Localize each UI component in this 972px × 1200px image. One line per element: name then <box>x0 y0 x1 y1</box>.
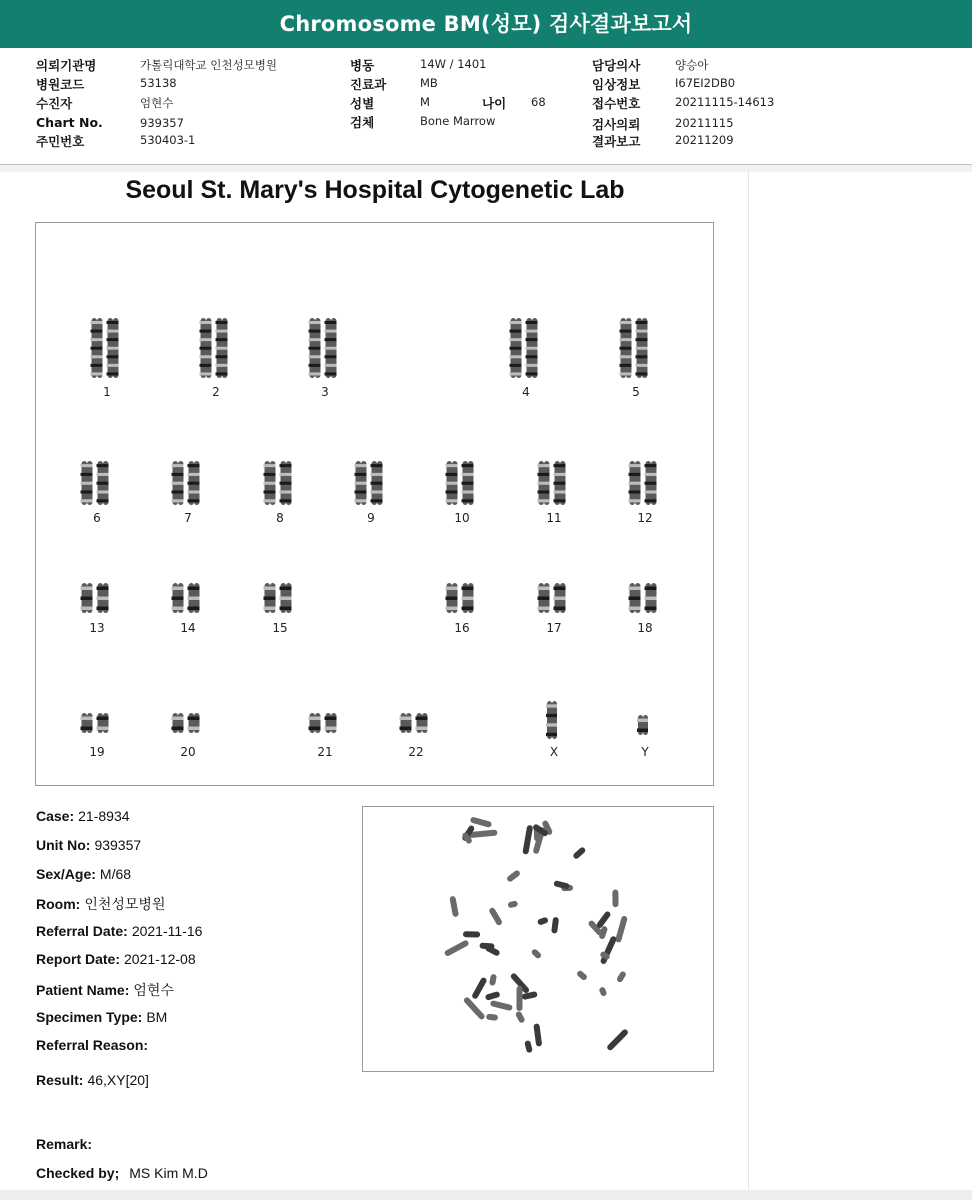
chromosome-image <box>526 701 582 739</box>
detail-row <box>36 1009 167 1025</box>
chromosome-label: 6 <box>93 511 101 525</box>
detail-value: 인천성모병원 <box>84 896 166 912</box>
metaphase-chromosome <box>522 825 533 855</box>
header-label: 검체 <box>350 115 375 130</box>
header-value: I67EI2DB0 <box>675 76 736 90</box>
detail-value: 21-8934 <box>78 808 130 824</box>
chromosome-label: 7 <box>184 511 192 525</box>
window-title: Chromosome BM(성모) 검사결과보고서 <box>279 12 693 36</box>
header-value: 20211209 <box>675 133 734 147</box>
metaphase-chromosome <box>533 1023 542 1047</box>
metaphase-chromosome <box>471 977 488 1000</box>
metaphase-chromosome <box>521 991 537 1000</box>
metaphase-chromosome <box>490 1000 513 1011</box>
chromosome-label: X <box>549 745 559 759</box>
chromosome-label: 2 <box>212 385 220 399</box>
metaphase-chromosome <box>449 896 459 918</box>
header-value: 20211115 <box>675 116 734 130</box>
separator-band <box>0 165 972 172</box>
chromosome-image <box>608 318 664 378</box>
header-value: 20211115-14613 <box>675 95 775 109</box>
detail-label: Referral Reason: <box>36 1037 149 1053</box>
detail-value: M/68 <box>99 866 132 882</box>
chromosome-image <box>617 715 673 735</box>
chromosome-image <box>388 713 444 733</box>
chromosome-image <box>617 461 673 505</box>
chromosome-image <box>434 583 490 613</box>
metaphase-chromosome <box>486 1014 498 1021</box>
header-label: 수진자 <box>36 96 73 111</box>
metaphase-chromosome <box>615 915 628 943</box>
header-value: 939357 <box>140 116 184 130</box>
chromosome-image <box>343 461 399 505</box>
chromosome-label: 17 <box>546 621 562 635</box>
chromosome-label: 3 <box>321 385 329 399</box>
detail-row <box>36 1165 208 1181</box>
metaphase-chromosome <box>479 943 494 950</box>
detail-row <box>36 980 174 1000</box>
lab-title: Seoul St. Mary's Hospital Cytogenetic Lab <box>125 176 625 204</box>
chromosome-image <box>69 583 125 613</box>
header-label: 병동 <box>350 58 375 73</box>
metaphase-chromosome <box>463 996 486 1021</box>
header-label: 성별 <box>350 96 375 111</box>
detail-row <box>36 951 196 967</box>
metaphase-chromosome <box>515 1010 526 1023</box>
header-label: 의뢰기관명 <box>36 58 97 73</box>
chromosome-image <box>617 583 673 613</box>
detail-label: Remark: <box>36 1136 93 1152</box>
chromosome-image <box>69 461 125 505</box>
chromosome-image <box>160 461 216 505</box>
chromosome-image <box>498 318 554 378</box>
metaphase-chromosome <box>612 890 618 908</box>
detail-value: 엄현수 <box>133 982 174 998</box>
detail-row <box>36 808 130 824</box>
chromosome-label: 15 <box>272 621 288 635</box>
detail-value: BM <box>146 1009 168 1025</box>
blank-side-pane <box>749 172 972 1194</box>
header-label: 임상정보 <box>592 77 641 92</box>
chromosome-label: Y <box>641 745 649 759</box>
detail-label: Report Date: <box>36 951 121 967</box>
chromosome-image <box>526 583 582 613</box>
detail-row <box>36 894 165 914</box>
header-label: Chart No. <box>36 115 103 130</box>
detail-label: Unit No: <box>36 837 91 853</box>
detail-value: 2021-12-08 <box>124 951 196 967</box>
chromosome-image <box>297 318 353 378</box>
metaphase-chromosome <box>516 986 522 1011</box>
patient-header <box>0 48 972 165</box>
header-label: 병원코드 <box>36 77 85 92</box>
metaphase-chromosome <box>596 910 612 929</box>
chromosome-image <box>297 713 353 733</box>
header-value: Bone Marrow <box>420 114 496 128</box>
chromosome-label: 12 <box>637 511 653 525</box>
metaphase-chromosome <box>598 986 607 997</box>
metaphase-chromosome <box>485 991 501 1001</box>
header-value: 양승아 <box>675 58 709 72</box>
detail-label: Sex/Age: <box>36 866 96 882</box>
chromosome-label: 5 <box>632 385 640 399</box>
chromosome-label: 13 <box>89 621 105 635</box>
header-label: 검사의뢰 <box>592 117 641 132</box>
chromosome-image <box>69 713 125 733</box>
header-value: 14W / 1401 <box>420 57 487 71</box>
header-value: MB <box>420 76 438 90</box>
metaphase-chromosome <box>606 1028 629 1051</box>
metaphase-chromosome <box>616 970 627 983</box>
detail-row <box>36 837 141 853</box>
detail-label: Result: <box>36 1072 84 1088</box>
detail-value: 2021-11-16 <box>131 923 203 939</box>
chromosome-image <box>188 318 244 378</box>
karyotype-panel <box>35 222 714 786</box>
chromosome-label: 1 <box>103 385 111 399</box>
chromosome-label: 22 <box>408 745 424 759</box>
chromosome-label: 14 <box>180 621 196 635</box>
header-label: 결과보고 <box>592 134 641 149</box>
chromosome-label: 11 <box>546 511 562 525</box>
header-value: M <box>420 95 430 109</box>
header-label: 담당의사 <box>592 58 641 73</box>
detail-row <box>36 923 202 939</box>
chromosome-image <box>252 461 308 505</box>
metaphase-chromosome <box>576 970 588 982</box>
metaphase-chromosome <box>506 869 521 883</box>
detail-value: 46,XY[20] <box>87 1072 149 1088</box>
detail-value: 939357 <box>94 837 142 853</box>
metaphase-chromosome <box>524 1040 533 1053</box>
metaphase-chromosome <box>600 935 618 965</box>
header-value: 엄현수 <box>140 96 174 110</box>
detail-label: Specimen Type: <box>36 1009 143 1025</box>
chromosome-label: 20 <box>180 745 196 759</box>
detail-value: MS Kim M.D <box>129 1165 208 1181</box>
report-title-bar <box>0 0 972 48</box>
detail-label: Checked by; <box>36 1165 120 1181</box>
detail-label: Case: <box>36 808 75 824</box>
chromosome-label: 4 <box>522 385 530 399</box>
chromosome-label: 8 <box>276 511 284 525</box>
chromosome-image <box>160 583 216 613</box>
metaphase-spread-image <box>362 806 714 1072</box>
chromosome-image <box>434 461 490 505</box>
chromosome-label: 16 <box>454 621 470 635</box>
chromosome-label: 10 <box>454 511 470 525</box>
bottom-band <box>0 1190 972 1200</box>
detail-row <box>36 1072 149 1088</box>
detail-label: Patient Name: <box>36 982 130 998</box>
metaphase-chromosome <box>537 917 549 926</box>
chromosome-image <box>160 713 216 733</box>
chromosome-image <box>526 461 582 505</box>
header-label: 나이 <box>482 96 507 111</box>
detail-row <box>36 1037 152 1053</box>
detail-row <box>36 1136 96 1152</box>
chromosome-label: 9 <box>367 511 375 525</box>
metaphase-chromosome <box>444 939 470 957</box>
header-value: 가톨릭대학교 인천성모병원 <box>140 58 277 72</box>
header-label: 주민번호 <box>36 134 85 149</box>
metaphase-chromosome <box>489 974 497 986</box>
header-value: 68 <box>531 95 546 109</box>
header-value: 530403-1 <box>140 133 196 147</box>
metaphase-chromosome <box>463 931 480 937</box>
detail-label: Referral Date: <box>36 923 128 939</box>
header-label: 접수번호 <box>592 96 641 111</box>
metaphase-chromosome <box>572 846 586 860</box>
metaphase-chromosome <box>507 900 518 908</box>
chromosome-label: 18 <box>637 621 653 635</box>
metaphase-chromosome <box>551 917 559 934</box>
metaphase-image <box>363 807 713 1071</box>
header-label: 진료과 <box>350 77 387 92</box>
metaphase-chromosome <box>488 907 503 927</box>
chromosome-image <box>252 583 308 613</box>
detail-label: Room: <box>36 896 81 912</box>
header-value: 53138 <box>140 76 177 90</box>
chromosome-label: 21 <box>317 745 333 759</box>
chromosome-image <box>79 318 135 378</box>
detail-row <box>36 866 131 882</box>
metaphase-chromosome <box>531 948 543 960</box>
chromosome-label: 19 <box>89 745 105 759</box>
